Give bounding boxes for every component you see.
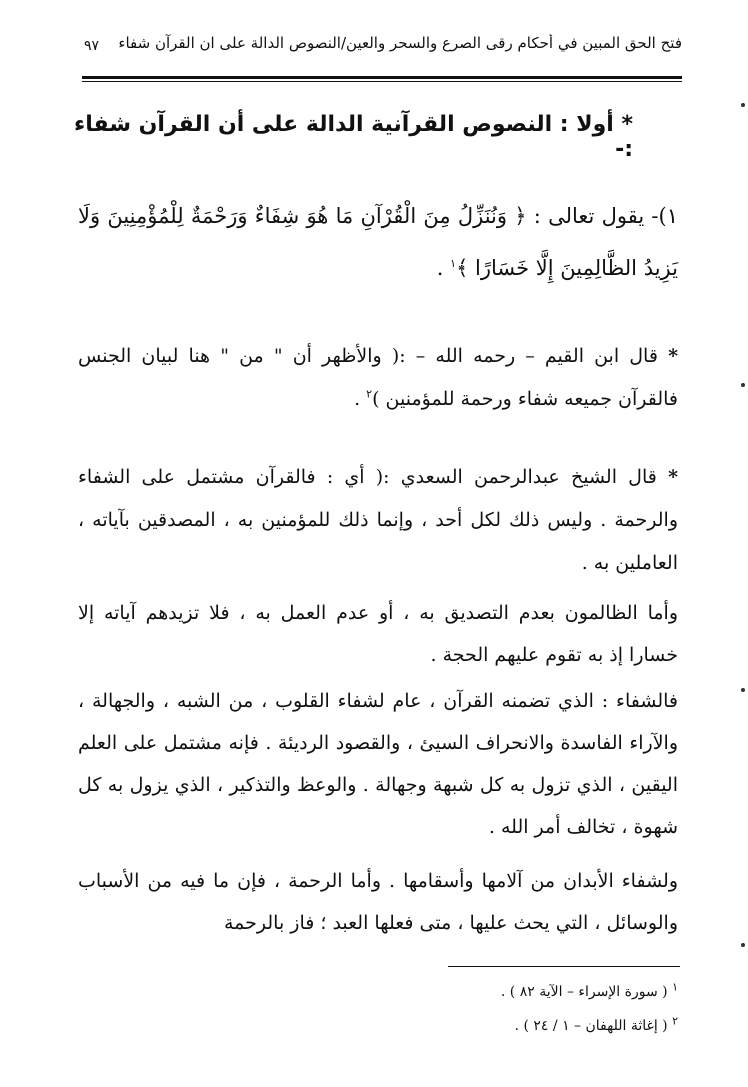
- page-number: ٩٧: [84, 38, 100, 54]
- scan-edge-mark: [741, 103, 745, 107]
- verse-end: .: [436, 256, 451, 280]
- star-marker: *: [668, 345, 679, 367]
- verse-block: [78, 190, 678, 294]
- paragraph: وأما الظالمون بعدم التصديق به ، أو عدم العمل به ، فلا تزيدهم آياته إلا خسارا إذ به تقوم عليهم الحجة .: [78, 602, 678, 666]
- footnote-text: ( سورة الإسراء – الآية ٨٢ ) .: [500, 984, 668, 1000]
- section-title: * أولا : النصوص القرآنية الدالة على أن القرآن شفاء :-: [74, 112, 633, 162]
- quote-text: قال الشيخ عبدالرحمن السعدي :( أي : فالقرآن مشتمل على الشفاء والرحمة . وليس ذلك لكل أحد ، وإنما ذلك للمؤمنين به ، المصدقين بآياته ، العاملين به .: [78, 466, 678, 574]
- paragraph: فالشفاء : الذي تضمنه القرآن ، عام لشفاء القلوب ، من الشبه ، والجهالة ، والآراء الفاسدة والانحراف السيئ ، والقصود الرديئة . فإنه مشتمل على العلم اليقين ، الذي تزول به كل شبهة وجهالة . والوعظ والتذكير ، الذي يزول به كل شهوة ، تخالف أمر الله .: [78, 690, 678, 838]
- footnote-number: ١: [672, 980, 678, 994]
- footnote-text: ( إغاثة اللهفان – ١ / ٢٤ ) .: [514, 1018, 668, 1034]
- running-header: فتح الحق المبين في أحكام رقى الصرع والسحر والعين/النصوص الدالة على ان القرآن شفاء: [118, 34, 682, 52]
- quote-alsaadi: [78, 456, 678, 585]
- header-rule-thin: [82, 81, 682, 82]
- quote-ibn-alqayyim: [78, 335, 678, 421]
- verse-text: ﴿ وَنُنَزِّلُ مِنَ الْقُرْآنِ مَا هُوَ شِفَاءٌ وَرَحْمَةٌ لِلْمُؤْمِنِينَ وَلَا يَزِيدُ الظَّالِمِينَ إِلَّا خَسَارًا ﴾: [78, 204, 678, 280]
- scan-edge-mark: [741, 383, 745, 387]
- star-marker: *: [668, 466, 678, 488]
- quote-end: .: [354, 388, 367, 410]
- scan-edge-mark: [741, 688, 745, 692]
- paragraph: ولشفاء الأبدان من آلامها وأسقامها . وأما الرحمة ، فإن ما فيه من الأسباب والوسائل ، التي يحث عليها ، متى فعلها العبد ؛ فاز بالرحمة: [78, 870, 678, 934]
- scan-edge-mark: [741, 943, 745, 947]
- footnote-ref-1[interactable]: ١: [450, 257, 457, 270]
- quote-text: قال ابن القيم – رحمه الله – :( والأظهر أن " من " هنا لبيان الجنس فالقرآن جميعه شفاء ورحمة للمؤمنين ): [78, 345, 678, 410]
- footnote-ref-2[interactable]: ٢: [366, 387, 373, 401]
- footnote-1: [118, 980, 678, 1000]
- verse-intro: ١)- يقول تعالى :: [533, 204, 678, 228]
- header-rule-thick: [82, 76, 682, 79]
- footnote-2: [118, 1014, 678, 1034]
- footnote-number: ٢: [672, 1014, 678, 1028]
- footnote-separator: [448, 966, 680, 967]
